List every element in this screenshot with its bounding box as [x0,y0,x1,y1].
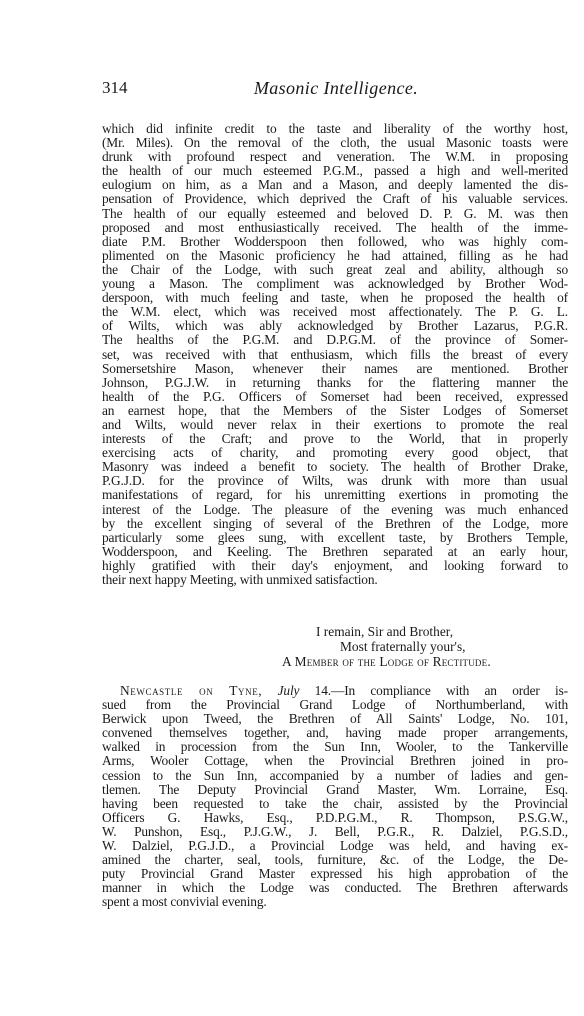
text-line: set, was received with that enthusiasm, which fills the breast of every [102,346,568,362]
text-line: plimented on the Masonic proficiency he had attained, filling as he had [102,247,568,263]
text-line: The healths of the P.G.M. and D.P.G.M. of the province of Somer- [102,332,568,348]
text-line: the Chair of the Lodge, with such great zeal and ability, although so [102,261,568,277]
text-line: convened themselves together, and, having made proper arrangements, [102,725,568,741]
text-line: Arms, Wooler Cottage, when the Provincial Brethren joined in pro- [102,753,568,769]
text-line: Wodderspoon, and Keeling. The Brethren separated at an early hour, [102,543,568,559]
paragraph-lead-line [102,684,568,698]
signoff-closing: Most fraternally your's, [340,639,466,654]
text-line: drunk with profound respect and veneration. The W.M. in proposing [102,149,568,165]
text-line: spent a most convivial evening. [102,894,267,910]
text-line: derspoon, with much feeling and taste, when he proposed the health of [102,290,568,306]
text-line: W. Punshon, Esq., P.J.G.W., J. Bell, P.G.R., R. Dalziel, P.G.S.D., [102,823,568,839]
lead-line-text: 14.—In compliance with an order is- [299,683,568,698]
text-line: diate P.M. Brother Wodderspoon then followed, who was highly com- [102,233,568,249]
text-line: P.G.J.D. for the province of Wilts, was drunk with more than usual [102,473,568,489]
text-line: walked in procession from the Sun Inn, Wooler, to the Tankerville [102,739,568,755]
text-line: of Wilts, which was ably acknowledged by Brother Lazarus, P.G.R. [102,318,568,334]
text-line: health of the P.G. Officers of Somerset had been received, expressed [102,388,568,404]
text-line: Johnson, P.G.J.W. in returning thanks for the flattering manner the [102,374,568,390]
text-line: proposed and most enthusiastically received. The health of the imme- [102,219,568,235]
text-line: Masonry was indeed a benefit to society. The health of Brother Drake, [102,459,568,475]
text-line: and Wilts, would never relax in their exertions to promote the real [102,416,568,432]
text-line: young a Mason. The compliment was acknowledged by Brother Wod- [102,276,568,292]
text-line: cession to the Sun Inn, accompanied by a number of ladies and gen- [102,767,568,783]
text-line: interests of the Craft; and prove to the World, that in properly [102,431,568,447]
text-line: The health of our equally esteemed and beloved D. P. G. M. was then [102,205,568,221]
dateline-month: July [277,683,300,698]
dateline-place: Newcastle on Tyne, [120,683,263,698]
text-line: (Mr. Miles). On the removal of the cloth, the usual Masonic toasts were [102,135,568,151]
text-line: exercising acts of charity, and promoting every good object, that [102,445,568,461]
text-line: pensation of Providence, which deprived the Craft of his valuable services. [102,191,568,207]
text-line: eulogium on him, as a Man and a Mason, and deeply lamented the dis- [102,177,568,193]
text-line: which did infinite credit to the taste and liberality of the worthy host, [102,121,568,136]
text-line: Berwick upon Tweed, the Brethren of All Saints' Lodge, No. 101, [102,711,568,727]
text-line: sued from the Provincial Grand Lodge of Northumberland, with [102,697,568,713]
text-line: their next happy Meeting, with unmixed satisfaction. [102,572,378,587]
paragraph-lodge-dinner [102,122,568,587]
running-title: Masonic Intelligence. [253,78,419,98]
signoff-salutation: I remain, Sir and Brother, [316,624,454,639]
text-line: puty Provincial Grand Master expressed his high approbation of the [102,866,568,882]
text-line: Officers G. Hawks, Esq., P.D.P.G.M., R. Thompson, P.S.G.W., [102,809,568,825]
text-line: interest of the Lodge. The pleasure of the evening was much enhanced [102,501,568,517]
text-line: tlemen. The Deputy Provincial Grand Master, Wm. Lorraine, Esq. [102,781,568,797]
text-line: Somersetshire Mason, whenever their names are mentioned. Brother [102,360,568,376]
text-line: by the excellent singing of several of the Brethren of the Lodge, more [102,515,568,531]
text-line: W. Dalziel, P.G.J.D., a Provincial Lodge was held, and having ex- [102,838,568,854]
text-line: the health of our much esteemed P.G.M., passed a high and well-merited [102,163,568,179]
paragraph-newcastle-report [102,684,568,910]
letter-signoff [102,624,568,669]
page-header [102,78,570,102]
text-line: amined the charter, seal, tools, furniture, &c. of the Lodge, the De- [102,852,568,868]
text-line: an earnest hope, that the Members of the Sister Lodges of Somerset [102,402,568,418]
text-line: the W.M. elect, which was received most affectionately. The P. G. L. [102,304,568,320]
text-line: particularly some glees sung, with excellent taste, by Brothers Temple, [102,529,568,545]
text-line: manifestations of regard, for his unremitting exertions in promoting the [102,487,568,503]
text-line: highly gratified with their day's enjoyment, and looking forward to [102,557,568,573]
page-number: 314 [102,78,128,97]
signoff-signature: A Member of the Lodge of Rectitude. [282,654,491,669]
text-line: manner in which the Lodge was conducted. The Brethren afterwards [102,880,568,896]
text-line: having been requested to take the chair, assisted by the Provincial [102,795,568,811]
